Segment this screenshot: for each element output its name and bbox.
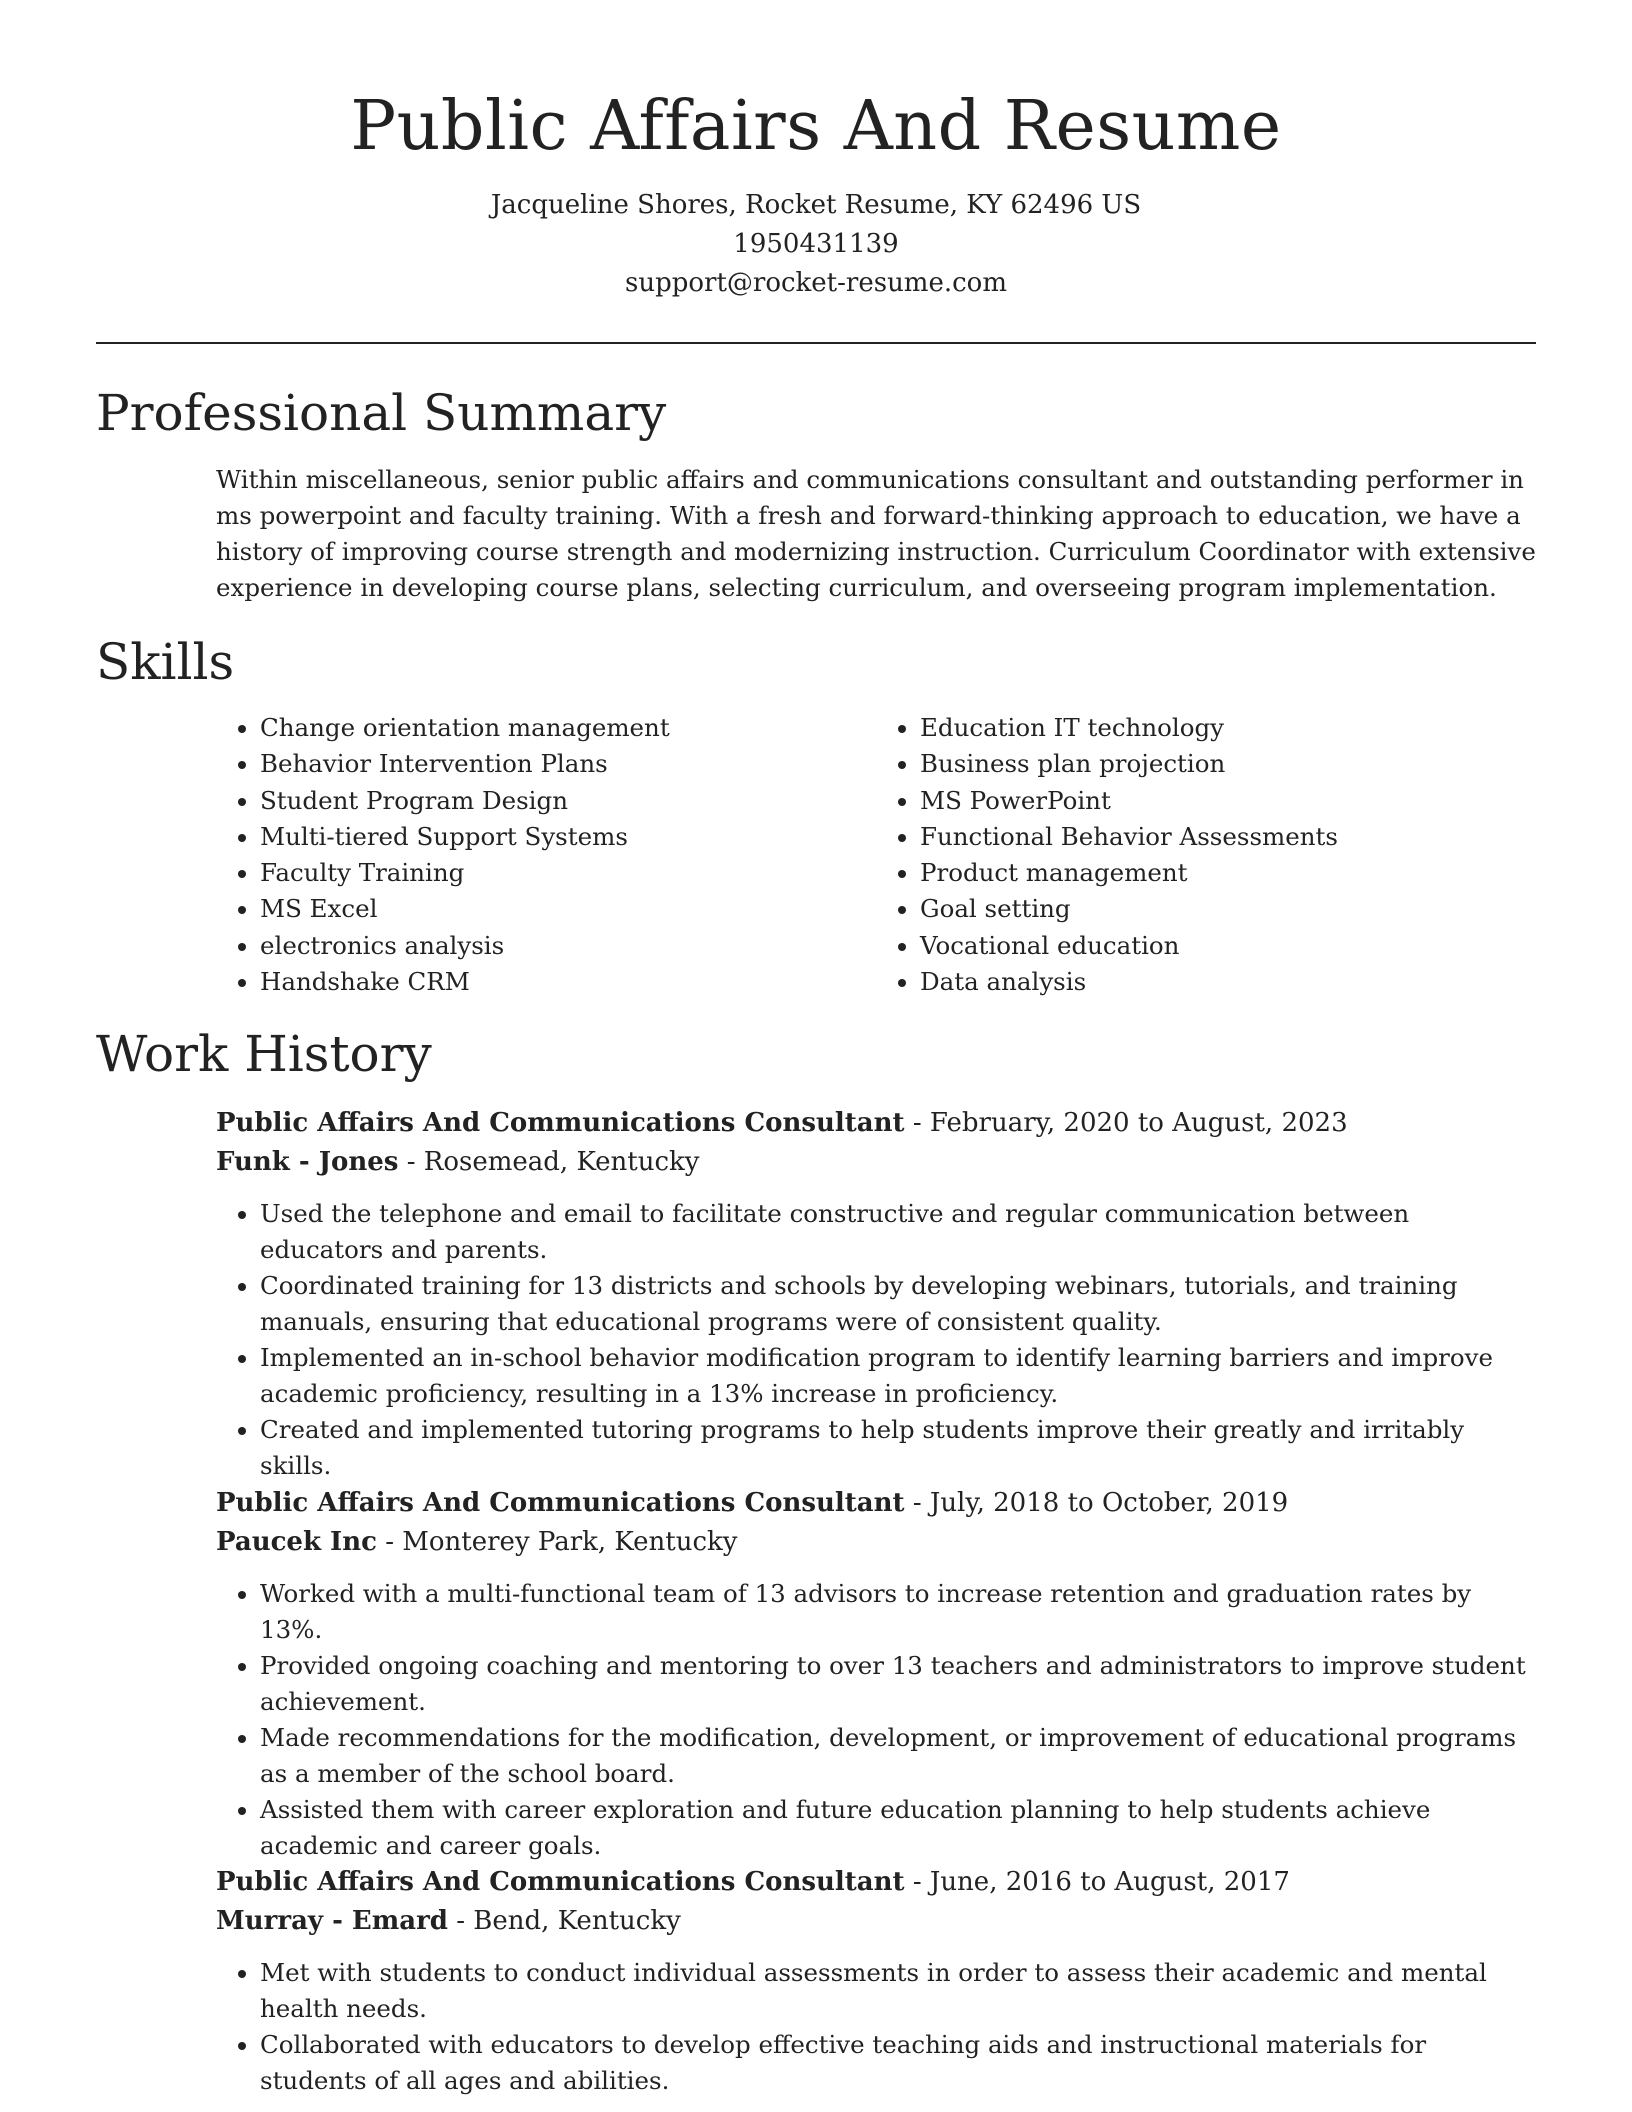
contact-phone: 1950431139 (733, 229, 899, 259)
contact-info (0, 186, 1632, 303)
job-entry (216, 1104, 1536, 1484)
skill-item: • Vocational education (920, 928, 1536, 964)
skill-item: • Product management (920, 855, 1536, 891)
skill-item: • MS PowerPoint (920, 783, 1536, 819)
job-company: Paucek Inc (216, 1527, 377, 1557)
job-title-line (216, 1863, 1536, 1902)
skill-item: • MS Excel (260, 891, 876, 927)
job-bullet: • Used the telephone and email to facilitate constructive and regular communication between educators and parents. (260, 1196, 1536, 1268)
job-company-line (216, 1523, 1536, 1562)
skills-list-left (216, 710, 876, 1000)
job-bullet: • Worked with a multi-functional team of 13 advisors to increase retention and graduation rates by 13%. (260, 1576, 1536, 1648)
job-bullet: • Made recommendations for the modification, development, or improvement of educational programs as a member of the school board. (260, 1720, 1536, 1792)
job-bullets (216, 1955, 1536, 2099)
skills-heading: Skills (96, 633, 235, 691)
skill-item: • Goal setting (920, 891, 1536, 927)
job-location: - Rosemead, Kentucky (398, 1147, 700, 1177)
job-bullet: • Met with students to conduct individual assessments in order to assess their academic and mental health needs. (260, 1955, 1536, 2027)
skill-item: • Functional Behavior Assessments (920, 819, 1536, 855)
job-entry (216, 1484, 1536, 1864)
skill-item: • Education IT technology (920, 710, 1536, 746)
job-dates: - February, 2020 to August, 2023 (904, 1108, 1348, 1138)
job-bullet: • Collaborated with educators to develop effective teaching aids and instructional materials for students of all ages and abilities. (260, 2027, 1536, 2099)
work-history-heading: Work History (96, 1025, 432, 1083)
job-location: - Monterey Park, Kentucky (376, 1527, 738, 1557)
skill-item: • Change orientation management (260, 710, 876, 746)
job-role: Public Affairs And Communications Consultant (216, 1488, 905, 1518)
job-location: - Bend, Kentucky (447, 1906, 681, 1936)
job-bullet: • Created and implemented tutoring programs to help students improve their greatly and irritably skills. (260, 1412, 1536, 1484)
header-divider (96, 342, 1536, 344)
job-company-line (216, 1143, 1536, 1182)
job-bullet: • Coordinated training for 13 districts and schools by developing webinars, tutorials, and training manuals, ensuring that educational programs were of consistent quality. (260, 1268, 1536, 1340)
job-company-line (216, 1902, 1536, 1941)
skill-item: • Handshake CRM (260, 964, 876, 1000)
resume-header (0, 0, 1632, 303)
resume-title: Public Affairs And Resume (350, 87, 1282, 166)
skill-item: • Behavior Intervention Plans (260, 746, 876, 782)
job-dates: - July, 2018 to October, 2019 (904, 1488, 1289, 1518)
job-title-line (216, 1484, 1536, 1523)
summary-heading: Professional Summary (96, 384, 667, 442)
contact-email: support@rocket-resume.com (624, 268, 1007, 298)
skill-item: • Multi-tiered Support Systems (260, 819, 876, 855)
skills-list-right (876, 710, 1536, 1000)
job-entry (216, 1863, 1536, 2099)
job-bullet: • Assisted them with career exploration and future education planning to help students achieve academic and career goals. (260, 1792, 1536, 1864)
job-role: Public Affairs And Communications Consultant (216, 1108, 905, 1138)
skill-item: • electronics analysis (260, 928, 876, 964)
job-company: Murray - Emard (216, 1906, 448, 1936)
job-bullets (216, 1196, 1536, 1484)
skill-item: • Business plan projection (920, 746, 1536, 782)
skill-item: • Student Program Design (260, 783, 876, 819)
summary-text: Within miscellaneous, senior public affairs and communications consultant and outstanding performer in ms powerpoint and faculty training. With a fresh and forward-thinking approach to education, we have a history of improving course strength and modernizing instruction. Curriculum Coordinator with extensive experience in developing course plans, selecting curriculum, and overseeing program implementation. (216, 465, 1536, 602)
job-company: Funk - Jones (216, 1147, 399, 1177)
contact-address: Jacqueline Shores, Rocket Resume, KY 62496 US (490, 190, 1142, 220)
job-bullets (216, 1576, 1536, 1864)
skill-item: • Data analysis (920, 964, 1536, 1000)
skill-item: • Faculty Training (260, 855, 876, 891)
job-title-line (216, 1104, 1536, 1143)
job-bullet: • Provided ongoing coaching and mentoring to over 13 teachers and administrators to improve student achievement. (260, 1648, 1536, 1720)
skills-columns (216, 710, 1536, 1000)
job-role: Public Affairs And Communications Consultant (216, 1867, 905, 1897)
job-bullet: • Implemented an in-school behavior modification program to identify learning barriers and improve academic proficiency, resulting in a 13% increase in proficiency. (260, 1340, 1536, 1412)
job-dates: - June, 2016 to August, 2017 (904, 1867, 1290, 1897)
